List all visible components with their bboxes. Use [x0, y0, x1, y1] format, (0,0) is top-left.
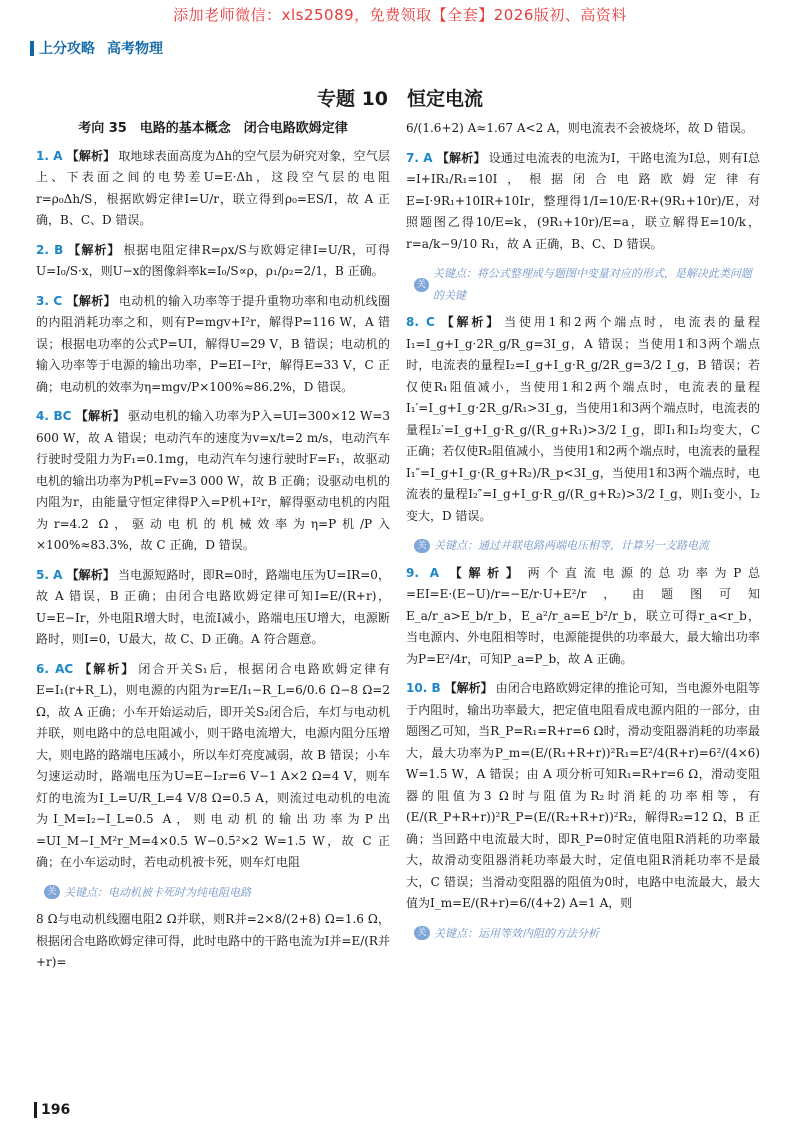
left-column	[36, 118, 390, 982]
key-point-note	[414, 535, 760, 557]
answer-item	[406, 678, 760, 915]
key-point-icon: 关	[414, 539, 430, 553]
answer-item	[36, 291, 390, 399]
item-head: 【解析】	[444, 681, 493, 695]
item-number: 9. A	[406, 565, 440, 580]
item-text: 闭合开关S₁后，根据闭合电路欧姆定律有E=I₁(r+R_L)，则电源的内阻为r=E/I₁−R_L=6/0.6 Ω−8 Ω=2 Ω，故 A 正确；小车开始运动后，即开关S₂闭合后，车灯与电动机并联，则电路中的总电阻减小，则干路电流增大，电源内阻分压增大，则电路的路端电压减小，所以车灯亮度减弱，故 B 错误；小车匀速运动时，路端电压为U=E−I₂r=6 V−1 A×2 Ω=4 V，则车灯的电流为I_L=U/R_L=4 V/8 Ω=0.5 A，则流过电动机的电流为I_M=I₂−I_L=0.5 A，则电动机的输出功率为P出=UI_M−I_M²r_M=4×0.5 W−0.5²×2 W=1.5 W，故 C 正确；在小车运动时，若电动机被卡死，则车灯电阻	[36, 661, 390, 869]
item-number: 3. C	[36, 293, 63, 308]
item-text: 当使用1和2两个端点时，电流表的量程I₁=I_g+I_g·2R_g/R_g=3I_g，A 错误；当使用1和3两个端点时，电流表的量程I₂=I_g+I_g·R_g/2R_g=3/2 I_g，B 错误；若仅使R₁阻值减小，当使用1和2两个端点时，电流表的量程I₁′=I_g+I_g·2R_g/R₁>3I_g，当使用1和3两个端点时，电流表的量程I₂′=I_g+I_g·R_g/(R_g+R₁)>3/2 I_g，即I₁和I₂均变大，C 正确；若仅使R₂阻值减小，当使用1和2两个端点时，电流表的量程I₁″=I_g+I_g·(R_g+R₂)/R_p<3I_g，当使用1和3两个端点时，电流表的量程I₂″=I_g+I_g·R_g/(R_g+R₂)>3/2 I_g，则I₁变小，I₂变大，D 错误。	[406, 315, 760, 523]
answer-item	[36, 240, 390, 283]
answer-item	[406, 148, 760, 256]
section-title: 考向 35 电路的基本概念 闭合电路欧姆定律	[78, 121, 348, 136]
note-text: 关键点：通过并联电路两端电压相等，计算另一支路电流	[434, 539, 709, 552]
item-number: 8. C	[406, 315, 435, 329]
item-head: 【解析】	[66, 567, 115, 582]
page-title: 专题 10 恒定电流	[316, 88, 484, 110]
answer-item	[36, 565, 390, 651]
item-text: 电动机的输入功率等于提升重物功率和电动机线圈的内阻消耗功率之和，则有P=mgv+I²r，解得P=116 W，A 错误；根据电功率的公式P=UI，解得U=29 V，B 错误；电动机的输入功率等于电源的输出功率，P=EI−I²r，解得E=33 V，C 正确；电动机的效率为η=mgv/P×100%≈86.2%，D 错误。	[36, 293, 390, 394]
series-name: 上分攻略	[39, 41, 95, 57]
key-point-note	[44, 882, 390, 904]
item-number: 6. AC	[36, 661, 74, 676]
item-text: 两个直流电源的总功率为P总=EI=E·(E−U)/r=−E/r·U+E²/r，由题图可知E_a/r_a>E_b/r_b，E_a²/r_a=E_b²/r_b，联立可得r_a<r_b，当电源内、外电阻相等时，电源能提供的功率最大，最大输出功率为P=E²/4r，可知P_a=P_b，故 A 正确。	[406, 565, 760, 666]
series-header	[30, 38, 163, 58]
key-point-icon: 关	[414, 278, 429, 292]
item-head: 【解析】	[443, 565, 525, 580]
item-text: 8 Ω与电动机线圈电阻2 Ω并联，则R并=2×8/(2+8) Ω=1.6 Ω，根据闭合电路欧姆定律可得，此时电路中的干路电流为I并=E/(R并+r)=	[36, 912, 390, 969]
header-bar-icon	[30, 41, 34, 56]
item-number: 7. A	[406, 150, 433, 165]
answer-item	[36, 146, 390, 232]
item-text: 当电源短路时，即R=0时，路端电压为U=IR=0，故 A 错误，B 正确；由闭合电路欧姆定律可知I=E/(R+r)，U=E−Ir，外电阻R增大时，电流I减小，路端电压U增大，电源断路时，则I=0，U最大，故 C、D 正确。A 符合题意。	[36, 567, 391, 646]
answer-item	[406, 563, 760, 671]
answer-item	[36, 406, 390, 557]
item-number: 2. B	[36, 242, 64, 257]
item-text: 取地球表面高度为Δh的空气层为研究对象，空气层上、下表面之间的电势差U=E·Δh，这段空气层的电阻r=ρ₀Δh/S，根据欧姆定律I=U/r，联立得到ρ₀=ES/I，故 A 正确，B、C、D 错误。	[36, 148, 390, 227]
key-point-icon: 关	[44, 885, 60, 899]
item-head: 【解析】	[75, 409, 126, 423]
note-text: 关键点：将公式整理成与题图中变量对应的形式，是解决此类问题的关键	[432, 267, 752, 302]
item-head: 【解析】	[66, 148, 116, 163]
right-column	[406, 118, 760, 950]
watermark-banner: 添加老师微信：xls25089，免费领取【全套】2026版初、高资料	[173, 6, 627, 24]
item-head: 【解析】	[77, 661, 136, 676]
note-text: 关键点：运用等效内阻的方法分析	[434, 926, 599, 940]
answer-item-continued	[406, 118, 760, 140]
answer-item-continued	[36, 909, 390, 974]
item-head: 【解析】	[438, 315, 502, 329]
key-point-icon: 关	[414, 926, 430, 940]
item-text: 6/(1.6+2) A≈1.67 A<2 A，则电流表不会被烧坏，故 D 错误。	[406, 121, 753, 135]
item-text: 根据电阻定律R=ρx/S与欧姆定律I=U/R，可得U=I₀/S·x，则U−x的图像斜率k=I₀/S∝ρ，ρ₁/ρ₂=2/1，B 正确。	[36, 242, 390, 278]
item-text: 由闭合电路欧姆定律的推论可知，当电源外电阻等于内阻时，输出功率最大，把定值电阻看成电源内阻的一部分，由题图乙可知，当R_P=R₁=R+r=6 Ω时，滑动变阻器消耗的功率最大，最大功率为P_m=(E/(R₁+R+r))²R₁=E²/4(R+r)=6²/(4×6) W=1.5 W，A 错误；由 A 项分析可知R₁=R+r=6 Ω，滑动变阻器的阻值为3 Ω时与阻值为R₂时消耗的功率相等，有(E/(R_P+R+r))²R_P=(E/(R₂+R+r))²R₂，解得R₂=12 Ω，B 正确；当回路中电流最大时，即R_P=0时定值电阻R消耗的功率最大，故滑动变阻器消耗功率最大时，定值电阻R消耗功率不是最大，C 错误；当滑动变阻器的阻值为0时，电路中电流最大，最大值为I_m=E/(R+r)=6/(4+2) A=1 A，则	[406, 681, 760, 910]
item-text: 驱动电机的输入功率为P入=UI=300×12 W=3 600 W，故 A 错误；电动汽车的速度为v=x/t=2 m/s，电动汽车行驶时受阻力为F₁=0.1mg，电动汽车匀速行驶时F=F₁，故驱动电机的输出功率为P机=Fv=3 000 W，故 B 正确；设驱动电机的内阻为r，由能量守恒定律得P入=P机+I²r，解得驱动电机的内阻为r=4.2 Ω，驱动电机的机械效率为η=P机/P入×100%≈83.3%，故 C 正确，D 错误。	[36, 409, 390, 552]
answer-item	[406, 312, 760, 527]
page-number: 196	[34, 1102, 70, 1118]
note-text: 关键点：电动机被卡死时为纯电阻电路	[64, 885, 251, 899]
item-number: 5. A	[36, 567, 63, 582]
item-head: 【解析】	[436, 150, 486, 165]
key-point-note	[414, 263, 760, 306]
item-number: 4. BC	[36, 409, 72, 423]
series-subject: 高考物理	[107, 41, 163, 57]
item-head: 【解析】	[66, 293, 116, 308]
item-number: 1. A	[36, 148, 63, 163]
answer-item	[36, 659, 390, 874]
item-number: 10. B	[406, 681, 441, 695]
item-text: 设通过电流表的电流为I，干路电流为I总，则有I总=I+IR₁/R₁=10I，根据闭合电路欧姆定律有E=I·9R₁+10IR+10Ir，整理得1/I=10/E·R+(9R₁+10r)/E，对照题图乙得10/E=k，(9R₁+10r)/E=a，联立解得E=10/k，r=a/k−9/10 R₁，故 A 正确，B、C、D 错误。	[406, 150, 760, 251]
item-head: 【解析】	[67, 242, 121, 257]
key-point-note	[414, 923, 760, 945]
